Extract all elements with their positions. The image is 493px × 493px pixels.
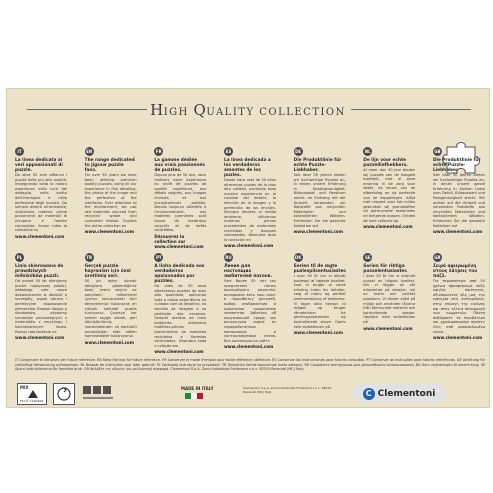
language-badge: GR xyxy=(434,255,441,260)
block-text: Há mais de 50 anos oferecemos puzzles da mais alta qualidade, aplicando toda a nossa experiência no cuidado com os detalhes, na escolha da imagem e na perfeição dos encaixes. Sempre atentos ao meio ambiente, utilizamos matérias-primas provenientes de materiais reciclados e florestas controladas. Descubra toda a coleção em xyxy=(154,284,207,348)
language-row-2 xyxy=(15,253,485,354)
language-block-se xyxy=(363,253,415,354)
website-link[interactable]: www.clementoni.com xyxy=(293,229,343,235)
italy-flag-icon xyxy=(185,393,203,399)
collection-title: HIGH QUALITY COLLECTION xyxy=(150,101,346,119)
made-in-italy: MADE IN ITALY xyxy=(163,385,233,401)
block-text: Για περισσότερα από 50 χρόνια προσφέρουμε παζλ υψηλής ποιότητας, αξιοποιώντας όλη μας την εμπειρία στη λεπτομέρεια, στην επιλογή της εικόνας και στην τέλεια συναρμογή των κομματιών. Πάντα σεβόμαστε το περιβάλλον και χρησιμοποιούμε πρώτες ύλες από ανακυκλωμένα υλικά. xyxy=(432,279,485,334)
language-block-es xyxy=(224,147,276,249)
block-heading: La linea dedicata ai veri appassionati di puzzle. xyxy=(15,158,63,173)
block-text: Уже более 50 лет мы предлагаем пазлы высочайшего качества, вкладывая весь наш опыт в проработку деталей, выбор изображения и идеальное соединение элементов. Заботясь об окружающей среде, мы используем сырьё из переработанных материалов и контролируемых лесов. Вся коллекция на сайте xyxy=(223,279,276,343)
language-badge: EN xyxy=(86,149,93,154)
fsc-logo: MIX FSC® C160508 xyxy=(17,383,47,405)
block-text: Al meer dan 50 jaar bieden wij puzzels van de hoogste kwaliteit, met al onze ervaring in de zorg voor detail, de keuze van de afbeelding en de perfectie van de koppelingen. Altijd met respect voor het milieu gebruiken wij grondstoffen uit gerecyclede materialen en beheerde bossen. Ontdek de hele collectie op xyxy=(363,168,416,223)
recycle-icon xyxy=(54,384,74,404)
language-badge: FR xyxy=(155,149,162,154)
language-badge: NL xyxy=(364,149,371,154)
website-link[interactable]: www.clementoni.com xyxy=(15,335,65,341)
footer-icons: MIX FSC® C160508 MADE IN ITALY Clementoni S.p.A. Zona Industriale Fontenoce s.n.c. 62019 Recanati (MC) Italy C Clementoni xyxy=(7,381,489,408)
website-link[interactable]: www.clementoni.com xyxy=(15,233,65,239)
website-link[interactable]: www.clementoni.com xyxy=(363,325,413,331)
block-text: For over 50 years we have been offering premium quality puzzles, using all our experience in fine detailing, the choice of the image and the perfection of the interlocks. Ever attentive to the environment, we use raw materials sourced from recycled waste and controlled forests. Explore the entire collection on xyxy=(84,173,137,228)
block-text: Od ponad 50 lat oferujemy puzzle najwyższej jakości, wkładając całe nasze doświadczenie w dbałość o szczegóły, wybór obrazu i perfekcyjne dopasowanie elementów. Zawsze dbając o środowisko, używamy surowców pochodzących z materiałów z recyklingu i kontrolowanych lasów. Poznaj całą kolekcję na xyxy=(15,279,67,334)
block-heading: La línea dedicada a los verdaderos amantes de los puzles. xyxy=(223,158,271,178)
language-badge: DK xyxy=(294,255,302,260)
language-block-en xyxy=(85,147,137,249)
block-text: Da oltre 50 anni affianco i puzzle delle più alta qualità, impegnando tutta la nostra esperienza nella cura del dettaglio, nella scelta dell'immagine e nella perfezione degli incastri. Da sempre attenti all'ambiente, utilizziamo materie prime provenienti da materiali di recupero e foreste controllate. Scopri tutta la collezione su xyxy=(15,173,67,233)
legal-text: IT Conservare le istruzioni per future referenze. EN Keep the box for future reference. FR Conserver le mode d'emploi pour toute référence ultérieure. ES Conservar las instrucciones para futuras consultas. PT Conservar as instruções para futuras referências. DE Anleitung für zukünftige Verwendung aufbewahren. NL Bewaar de instructies voor later gebruik. PL Zachowaj instrukcję na przyszłość. TR Talimatları ileride başvurmak üzere saklayın. RU Сохраните инструкцию для дальнейшего использования. DK Gem vejledningen til senere brug. SE Spara instruktionerna för framtida bruk. GR Φυλάξτε τις οδηγίες για μελλοντική αναφορά. Clementoni S.p.A. Zona Industriale Fontenoce s.n.c. 62019 Recanati (MC) Italy. xyxy=(15,358,485,371)
language-block-gb xyxy=(433,147,485,249)
website-link[interactable]: www.clementoni.com xyxy=(223,243,274,249)
language-block-ru xyxy=(224,253,276,354)
block-heading: Die Produktlinie für echte Puzzle-Liebhaber. xyxy=(432,158,481,173)
language-badge: TR xyxy=(86,255,93,260)
website-link[interactable]: www.clementoni.com xyxy=(363,224,413,230)
clementoni-logo-icon: C xyxy=(363,388,375,400)
website-link[interactable]: www.clementoni.com xyxy=(223,344,274,350)
language-block-nl xyxy=(363,147,415,249)
block-heading: Линия для настоящих любителей пазлов. xyxy=(223,264,273,279)
block-heading: The range dedicated to jigsaw puzzle fans. xyxy=(84,158,135,173)
block-text: I över 50 år har vi erbjudit pussel av högsta kvalitet, där vi lägger all vår erfarenhet på detaljer, val av motiv och perfekt passform. Vi tänker alltid på miljön och använder råvaror från återvunnet material och kontrollerade skogar. Upptäck hela kollektionen på xyxy=(363,274,416,324)
website-link[interactable]: www.clementoni.com xyxy=(84,339,135,345)
language-row-1 xyxy=(15,147,485,249)
language-block-gr xyxy=(433,253,485,354)
language-block-fr xyxy=(154,147,206,249)
language-badge: ES xyxy=(225,149,232,154)
website-link[interactable]: Découvrez la collection sur www.clementoni.com xyxy=(154,233,204,249)
block-heading: Serien för riktiga pusselentusiaster. xyxy=(363,264,408,274)
block-heading: Gerçek puzzle hayranları için özel üretilmiş seri. xyxy=(84,264,131,279)
language-block-pl xyxy=(15,253,67,354)
waste-bin-icon xyxy=(81,383,117,405)
language-badge: GB xyxy=(434,149,441,154)
block-heading: Die Produktlinie für echte Puzzle-Liebhaber. xyxy=(293,158,342,173)
clementoni-logo: C Clementoni xyxy=(352,384,446,403)
product-info-panel xyxy=(6,88,490,408)
title-rule-right xyxy=(351,109,471,110)
block-heading: Linia skierowana do prawdziwych miłośników puzzli. xyxy=(15,264,64,279)
block-heading: Σειρά αφιερωμένη στους λάτρεις του παζλ. xyxy=(432,264,478,279)
website-link[interactable]: www.clementoni.com xyxy=(293,330,343,336)
language-block-pt xyxy=(154,253,206,354)
sorting-instructions xyxy=(81,383,117,405)
block-text: Seit über 50 Jahren bieten wir hochwertige Puzzles an, in denen unsere Erfahrung in Detailgenauigkeit, Bildauswahl und Passform steckt. Im Einklang mit der Umwelt verwenden wir Rohstoffe aus recycelten Materialien und kontrollierten Wäldern. Entdecken Sie die gesamte Kollektion auf xyxy=(293,173,346,228)
block-text: Desde hace más de 50 años ofrecemos puzles de la más alta calidad, poniendo toda nuestra experiencia en el cuidado del detalle, la elección de la imagen y la perfección de los encajes. Siempre atentos al medio ambiente, utilizamos materias primas procedentes de materiales reciclados y bosques controlados. Descubre toda la colección en xyxy=(223,178,276,242)
block-text: I over 50 år har vi tilbudt puslespil af højeste kvalitet, hvor vi bruger al vores erfaring inden for detaljer, valg af motiv og perfekt sammenføjning af brikkerne. Vi tager altid hensyn til miljøet og bruger råmaterialer fra genbrugsmaterialer og kontrollerede skove. Oplev hele kollektionen på xyxy=(293,274,346,329)
website-link[interactable]: www.clementoni.com xyxy=(154,349,204,355)
block-heading: A linha dedicada aos verdadeiros apaixonados por puzzles. xyxy=(154,264,205,284)
website-link[interactable]: www.clementoni.com xyxy=(432,335,483,341)
recycle-symbol xyxy=(53,383,75,405)
block-text: Depuis plus de 50 ans, nous mettons notre expérience au profit de puzzles de qualité supérieure, aux détails soignés, aux images choisies et aux encastrements parfaits. Depuis toujours attentifs à l'environnement, nos matières premières sont issues de matériaux recyclés et de forêts contrôlées. xyxy=(154,173,207,233)
language-badge: IT xyxy=(15,147,24,156)
website-link[interactable]: www.clementoni.com xyxy=(432,229,483,235)
language-badge: SE xyxy=(364,255,371,260)
block-heading: De lijn voor echte puzzelliefhebbers. xyxy=(363,158,408,168)
language-block-tr xyxy=(85,253,137,354)
language-block-de xyxy=(294,147,346,249)
language-badge: RU xyxy=(225,255,232,260)
block-text: Seit über 50 Jahren bieten wir hochwertige Puzzles an, in denen unsere ganze Erfahrung in Sachen Liebe zum Detail, Bildauswahl und Passgenauigkeit steckt. Wir achten auf die Umwelt und verwenden Rohstoffe aus recycelten Materialien und kontrollierten Wäldern. Entdecken Sie die gesamte Kollektion auf xyxy=(432,173,485,228)
language-badge: PL xyxy=(16,255,23,260)
language-block-dk xyxy=(294,253,346,354)
block-heading: La gamme dédiée aux vrais passionnés de puzzles. xyxy=(154,158,205,173)
language-block-it xyxy=(15,147,67,249)
website-link[interactable]: www.clementoni.com xyxy=(84,229,135,235)
language-badge: PT xyxy=(155,255,162,260)
block-text: 50 yılı aşkın süredir detaylara gösterdiğimiz özen, resim seçimi ve parçaların mükemmel uyumu konusundaki tüm deneyimimizi kullanarak en yüksek kalitede puzzle sunuyoruz. Çevreye her zaman saygılı olarak, geri dönüştürülmüş malzemelerden ve kontrollü ormanlardan elde edilen hammaddeler kullanıyoruz. xyxy=(84,279,137,339)
language-badge: DE xyxy=(295,149,302,154)
block-heading: Serien til de ægte puslespilsentusiaster. xyxy=(293,264,347,274)
